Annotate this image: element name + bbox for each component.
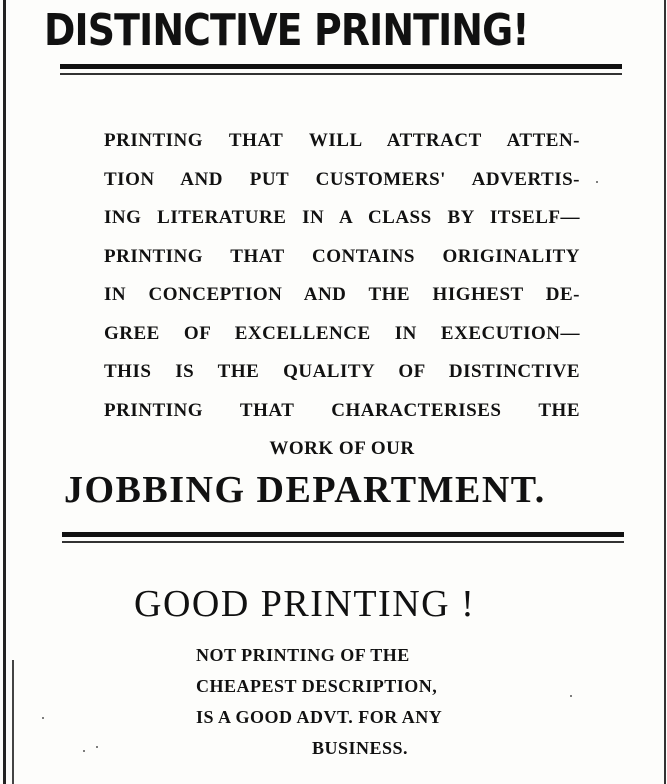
- print-speck: [596, 181, 598, 183]
- headline-rule-thick: [60, 64, 622, 69]
- bottom-line: IS A GOOD ADVT. FOR ANY: [196, 707, 443, 727]
- bottom-line: BUSINESS.: [312, 738, 409, 758]
- bottom-copy: [196, 640, 496, 764]
- department-rule-thick: [62, 532, 624, 537]
- headline: DISTINCTIVE PRINTING!: [44, 5, 529, 56]
- body-line: IN CONCEPTION AND THE HIGHEST DE-: [104, 284, 580, 305]
- print-speck: [570, 695, 572, 697]
- body-line: THIS IS THE QUALITY OF DISTINCTIVE: [104, 361, 580, 382]
- print-speck: [83, 750, 85, 752]
- body-line: TION AND PUT CUSTOMERS' ADVERTIS-: [104, 168, 580, 190]
- body-line: WORK OF OUR: [269, 438, 415, 459]
- bottom-line: CHEAPEST DESCRIPTION,: [196, 676, 438, 696]
- department-heading: JOBBING DEPARTMENT.: [64, 469, 546, 511]
- body-line: PRINTING THAT CHARACTERISES THE: [104, 399, 580, 421]
- right-border-rule: [664, 0, 666, 784]
- body-line: ING LITERATURE IN A CLASS BY ITSELF—: [104, 207, 580, 228]
- body-line: PRINTING THAT CONTAINS ORIGINALITY: [104, 245, 580, 267]
- bottom-line: NOT PRINTING OF THE: [196, 645, 410, 665]
- left-border-rule-secondary: [12, 660, 14, 784]
- body-line: PRINTING THAT WILL ATTRACT ATTEN-: [104, 130, 580, 151]
- left-border-rule: [3, 0, 6, 784]
- headline-rule-thin: [60, 73, 622, 75]
- body-line: GREE OF EXCELLENCE IN EXECUTION—: [104, 322, 580, 344]
- subheadline: GOOD PRINTING !: [134, 583, 476, 625]
- body-copy: [104, 122, 580, 469]
- print-speck: [96, 746, 98, 748]
- department-rule-thin: [62, 541, 624, 543]
- print-speck: [42, 717, 44, 719]
